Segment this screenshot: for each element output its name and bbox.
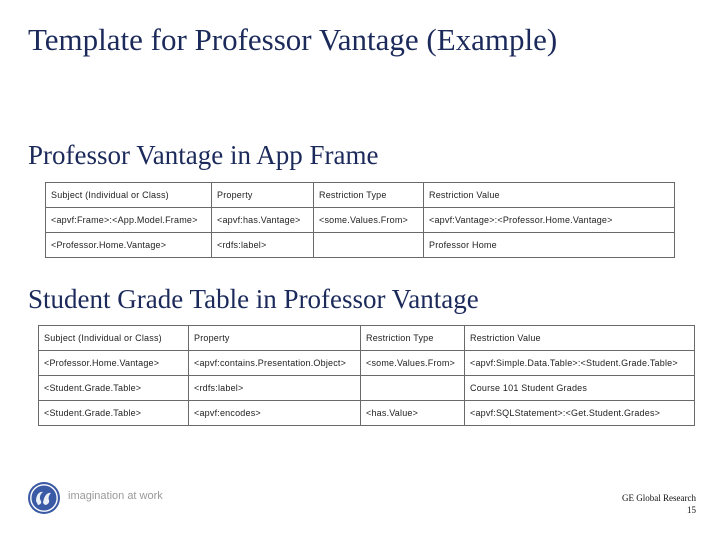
table-cell: <Student.Grade.Table> (39, 376, 189, 401)
column-header: Subject (Individual or Class) (39, 326, 189, 351)
section-heading-app-frame: Professor Vantage in App Frame (28, 140, 379, 170)
table-cell: <has.Value> (361, 401, 465, 426)
table-cell: <some.Values.From> (361, 351, 465, 376)
table-cell: <apvf:encodes> (189, 401, 361, 426)
column-header: Restriction Value (465, 326, 695, 351)
footer-tagline: imagination at work (68, 490, 163, 502)
section-heading-student-grade-table: Student Grade Table in Professor Vantage (28, 284, 479, 314)
column-header: Subject (Individual or Class) (46, 183, 212, 208)
table-cell: <some.Values.From> (314, 208, 424, 233)
table-row (39, 376, 695, 401)
student-grade-table (38, 325, 695, 426)
table-cell: <apvf:Frame>:<App.Model.Frame> (46, 208, 212, 233)
table-cell: <rdfs:label> (189, 376, 361, 401)
table-row (46, 208, 675, 233)
table-header-row (46, 183, 675, 208)
footer-organization: GE Global Research (622, 493, 696, 503)
table-header-row (39, 326, 695, 351)
app-frame-table (45, 182, 675, 258)
table-cell: <rdfs:label> (212, 233, 314, 258)
column-header: Restriction Type (361, 326, 465, 351)
page-title: Template for Professor Vantage (Example) (28, 22, 558, 57)
table-cell: Course 101 Student Grades (465, 376, 695, 401)
ge-logo-icon (27, 481, 61, 520)
table-cell: <apvf:SQLStatement>:<Get.Student.Grades> (465, 401, 695, 426)
page-number: 15 (687, 505, 696, 515)
table-cell: Professor Home (424, 233, 675, 258)
table-cell: <Professor.Home.Vantage> (46, 233, 212, 258)
table-row (46, 233, 675, 258)
table-cell: <Student.Grade.Table> (39, 401, 189, 426)
table-row (39, 351, 695, 376)
table-cell: <apvf:Simple.Data.Table>:<Student.Grade.Table> (465, 351, 695, 376)
table-cell (361, 376, 465, 401)
column-header: Property (212, 183, 314, 208)
table-cell: <Professor.Home.Vantage> (39, 351, 189, 376)
column-header: Property (189, 326, 361, 351)
table-row (39, 401, 695, 426)
table-cell: <apvf:has.Vantage> (212, 208, 314, 233)
column-header: Restriction Value (424, 183, 675, 208)
table-cell: <apvf:Vantage>:<Professor.Home.Vantage> (424, 208, 675, 233)
column-header: Restriction Type (314, 183, 424, 208)
table-cell (314, 233, 424, 258)
table-cell: <apvf:contains.Presentation.Object> (189, 351, 361, 376)
